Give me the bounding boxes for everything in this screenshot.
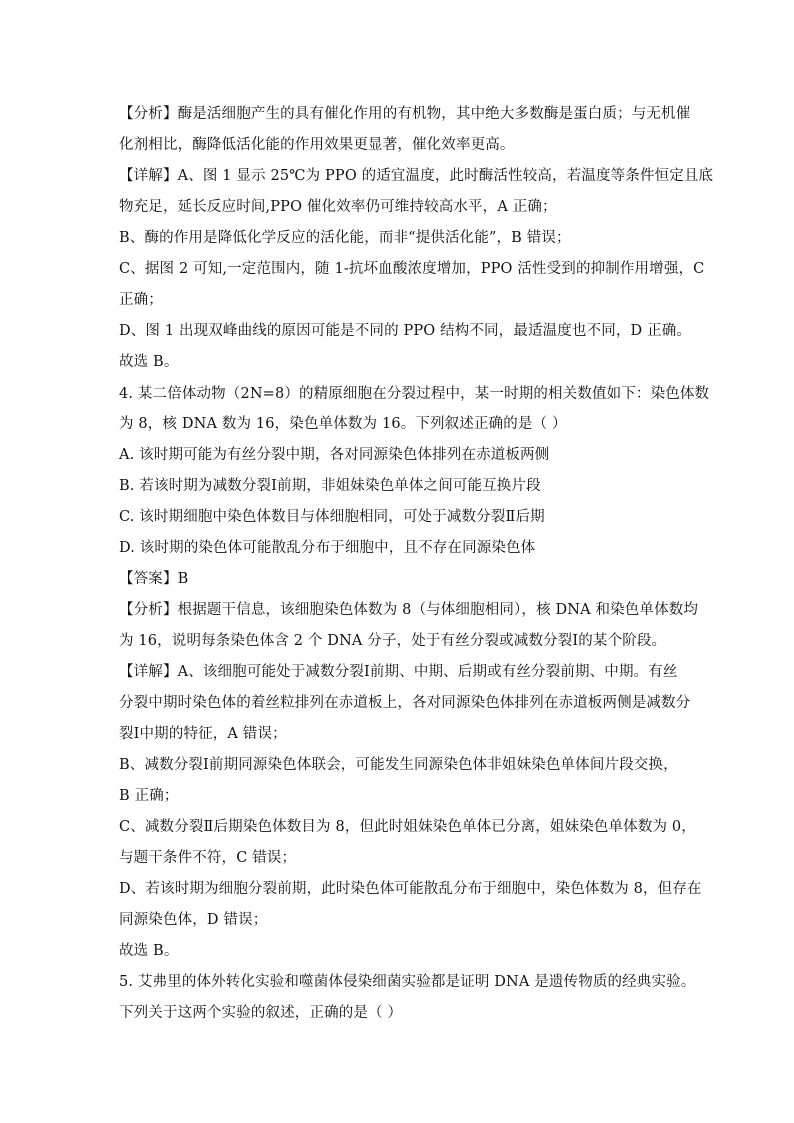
question-line: 为 8，核 DNA 数为 16，染色单体数为 16。下列叙述正确的是（ ） bbox=[119, 416, 567, 432]
option-b: B. 若该时期为减数分裂Ⅰ前期，非姐妹染色单体之间可能互换片段 bbox=[119, 478, 541, 494]
text-line: 为 16，说明每条染色体含 2 个 DNA 分子，处于有丝分裂或减数分裂Ⅰ的某个阶段。 bbox=[119, 633, 667, 649]
text-line: C、据图 2 可知,一定范围内，随 1-抗坏血酸浓度增加，PPO 活性受到的抑制作用增强，C bbox=[119, 261, 705, 277]
option-a: A. 该时期可能为有丝分裂中期，各对同源染色体排列在赤道板两侧 bbox=[119, 447, 550, 463]
text-line: 裂Ⅰ中期的特征，A 错误； bbox=[119, 726, 287, 742]
text-line: 【详解】A、该细胞可能处于减数分裂Ⅰ前期、中期、后期或有丝分裂前期、中期。有丝 bbox=[119, 664, 678, 680]
text-line: D、若该时期为细胞分裂前期，此时染色体可能散乱分布于细胞中，染色体数为 8，但存在 bbox=[119, 881, 702, 897]
answer-line: 【答案】B bbox=[119, 571, 189, 587]
text-line: 同源染色体，D 错误； bbox=[119, 912, 268, 928]
text-line: 【分析】酶是活细胞产生的具有催化作用的有机物，其中绝大多数酶是蛋白质；与无机催 bbox=[119, 106, 691, 122]
question-line: 4. 某二倍体动物（2N=8）的精原细胞在分裂过程中，某一时期的相关数值如下：染色体数 bbox=[119, 386, 710, 402]
text-line: 化剂相比，酶降低活化能的作用效果更显著，催化效率更高。 bbox=[119, 137, 515, 153]
text-line: 物充足，延长反应时间,PPO 催化效率仍可维持较高水平，A 正确； bbox=[119, 199, 557, 215]
text-line: D、图 1 出现双峰曲线的原因可能是不同的 PPO 结构不同，最适温度也不同，D 正确。 bbox=[119, 323, 692, 339]
option-d: D. 该时期的染色体可能散乱分布于细胞中，且不存在同源染色体 bbox=[119, 540, 536, 556]
text-line: B、减数分裂Ⅰ前期同源染色体联会，可能发生同源染色体非姐妹染色单体间片段交换， bbox=[119, 757, 678, 773]
text-line: B、酶的作用是降低化学反应的活化能，而非“提供活化能”，B 错误； bbox=[119, 230, 571, 246]
option-c: C. 该时期细胞中染色体数目与体细胞相同，可处于减数分裂Ⅱ后期 bbox=[119, 509, 545, 525]
text-line: B 正确； bbox=[119, 788, 179, 804]
text-line: 【分析】根据题干信息，该细胞染色体数为 8（与体细胞相同），核 DNA 和染色单体数均 bbox=[119, 602, 699, 618]
text-line: 分裂中期时染色体的着丝粒排列在赤道板上，各对同源染色体排列在赤道板两侧是减数分 bbox=[119, 695, 691, 711]
question-line: 下列关于这两个实验的叙述，正确的是（ ） bbox=[119, 1005, 403, 1021]
text-line: 故选 B。 bbox=[119, 943, 179, 959]
question-line: 5. 艾弗里的体外转化实验和噬菌体侵染细菌实验都是证明 DNA 是遗传物质的经典实验。 bbox=[119, 974, 696, 990]
text-line: C、减数分裂Ⅱ后期染色体数目为 8，但此时姐妹染色单体已分离，姐妹染色单体数为 0， bbox=[119, 819, 696, 835]
text-line: 【详解】A、图 1 显示 25℃为 PPO 的适宜温度，此时酶活性较高，若温度等条件恒定且底 bbox=[119, 168, 714, 184]
text-line: 正确； bbox=[119, 292, 163, 308]
text-line: 与题干条件不符，C 错误； bbox=[119, 850, 297, 866]
text-line: 故选 B。 bbox=[119, 354, 179, 370]
